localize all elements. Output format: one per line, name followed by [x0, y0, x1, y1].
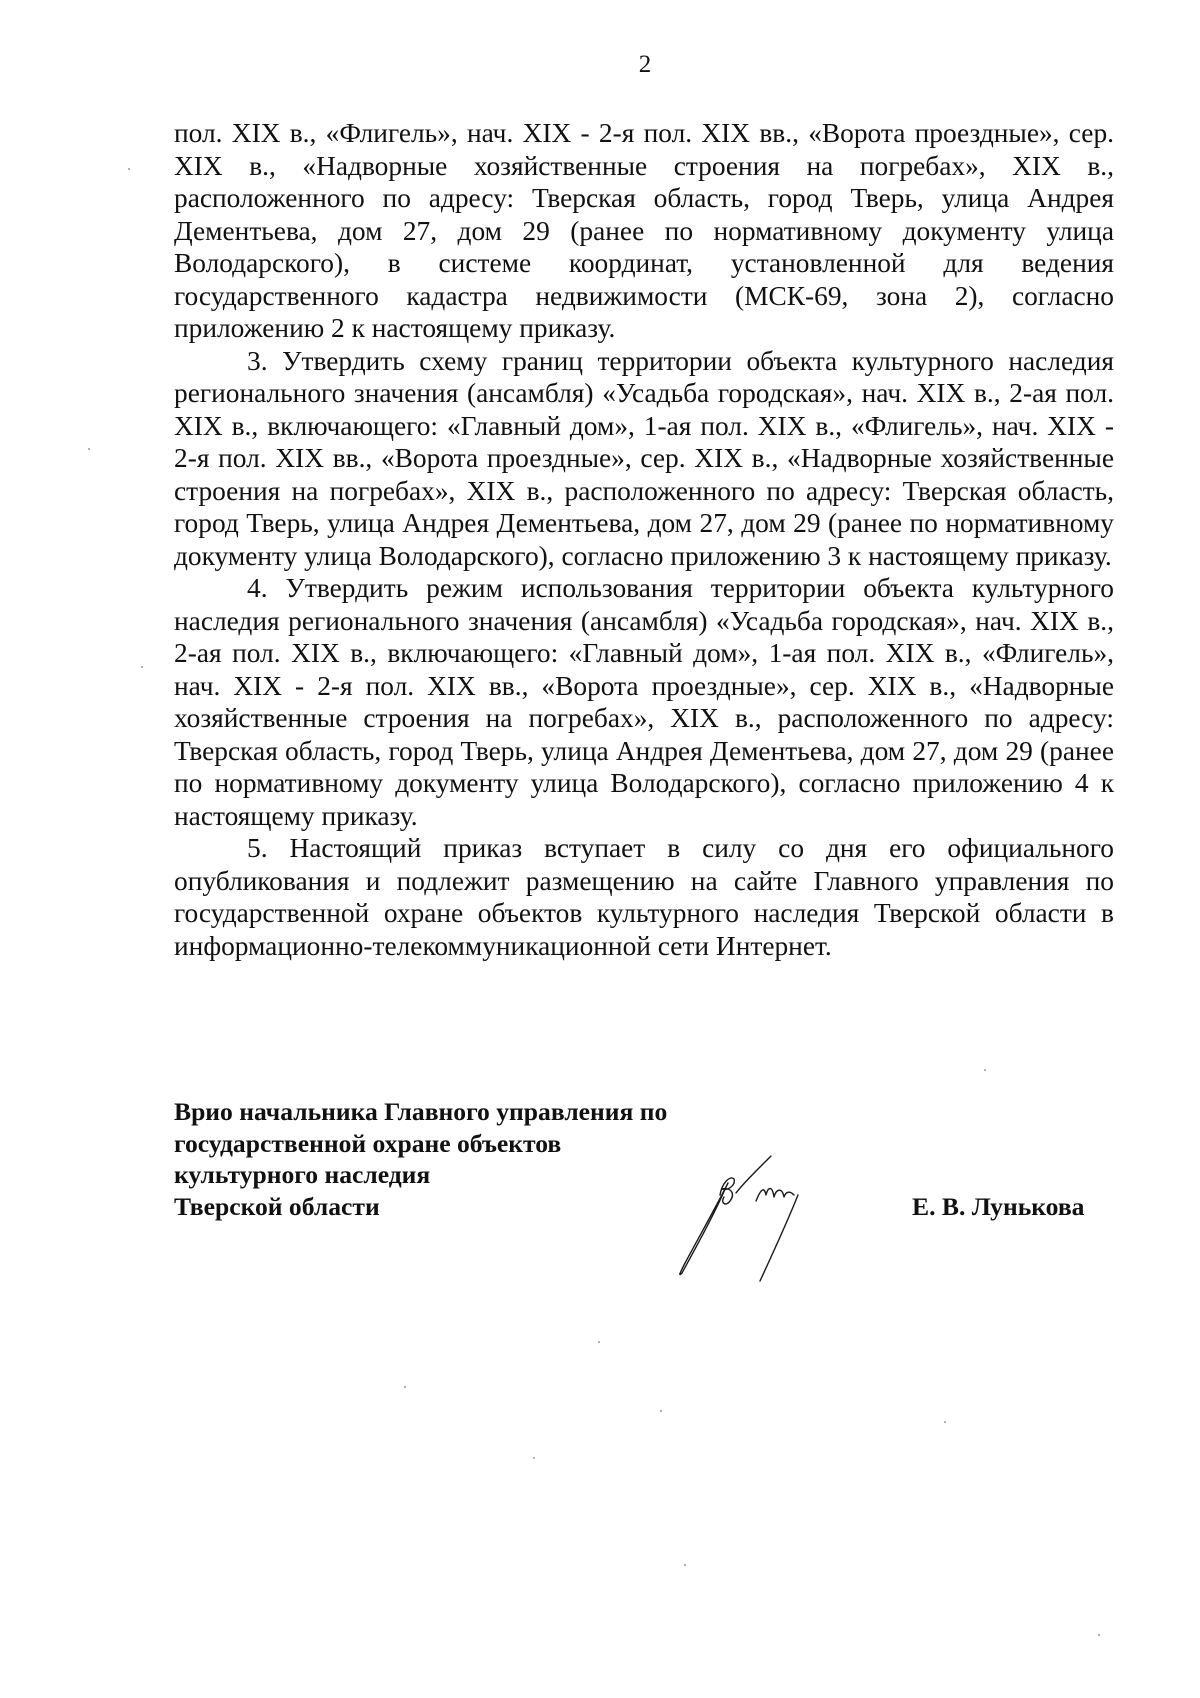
paragraph-continuation: пол. XIX в., «Флигель», нач. XIX - 2-я пол. XIX вв., «Ворота проездные», сер. XIX в., «Надворные хозяйственные строения на погребах», XIX в., расположенного по адресу: Тверская область, город Тверь, улица Андрея Дементьева, дом 27, дом 29 (ранее по нормативному документу улица Володарского), в системе координат, установленной для ведения государственного кадастра недвижимости (МСК-69, зона 2), согласно приложению 2 к настоящему приказу. — [174, 118, 1114, 343]
scan-speck — [533, 1457, 535, 1459]
signatory-title — [174, 1096, 667, 1222]
scan-speck — [660, 1410, 662, 1412]
paragraph-item-4: 4. Утвердить режим использования территории объекта культурного наследия регионального значения (ансамбля) «Усадьба городская», нач. XIX в., 2-ая пол. XIX в., включающего: «Главный дом», 1-ая пол. XIX в., «Флигель», нач. XIX - 2-я пол. XIX вв., «Ворота проездные», сер. XIX в., «Надворные хозяйственные строения на погребах», XIX в., расположенного по адресу: Тверская область, город Тверь, улица Андрея Дементьева, дом 27, дом 29 (ранее по нормативному документу улица Володарского), согласно приложению 4 к настоящему приказу. — [174, 573, 1114, 831]
document-body — [174, 117, 1114, 962]
scan-speck — [984, 1069, 986, 1071]
scan-speck — [684, 1564, 686, 1566]
handwritten-signature — [676, 1135, 856, 1285]
signatory-title-line: Тверской области — [174, 1191, 380, 1221]
scan-speck — [88, 448, 90, 450]
signatory-title-line: Врио начальника Главного управления по — [174, 1097, 668, 1126]
signatory-name: Е. В. Лунькова — [912, 1192, 1085, 1221]
page-number: 2 — [638, 51, 652, 78]
scan-speck — [128, 168, 130, 170]
paragraph-item-5: 5. Настоящий приказ вступает в силу со дня его официального опубликования и подлежит размещению на сайте Главного управления по государственной охране объектов культурного наследия Тверской области в информационно-телекоммуникационной сети Интернет. — [174, 833, 1114, 961]
scan-speck — [141, 666, 143, 668]
paragraph-item-3: 3. Утвердить схему границ территории объекта культурного наследия регионального значения (ансамбля) «Усадьба городская», нач. XIX в., 2-ая пол. XIX в., включающего: «Главный дом», 1-ая пол. XIX в., «Флигель», нач. XIX - 2-я пол. XIX вв., «Ворота проездные», сер. XIX в., «Надворные хозяйственные строения на погребах», XIX в., расположенного по адресу: Тверская область, город Тверь, улица Андрея Дементьева, дом 27, дом 29 (ранее по нормативному документу улица Володарского), согласно приложению 3 к настоящему приказу. — [174, 345, 1114, 571]
scan-speck — [1098, 1634, 1100, 1636]
scan-speck — [944, 1421, 946, 1423]
signatory-title-line: государственной охране объектов — [174, 1128, 562, 1158]
signatory-title-line: культурного наследия — [174, 1160, 431, 1189]
scan-speck — [404, 1386, 406, 1388]
scan-speck — [598, 1341, 600, 1343]
